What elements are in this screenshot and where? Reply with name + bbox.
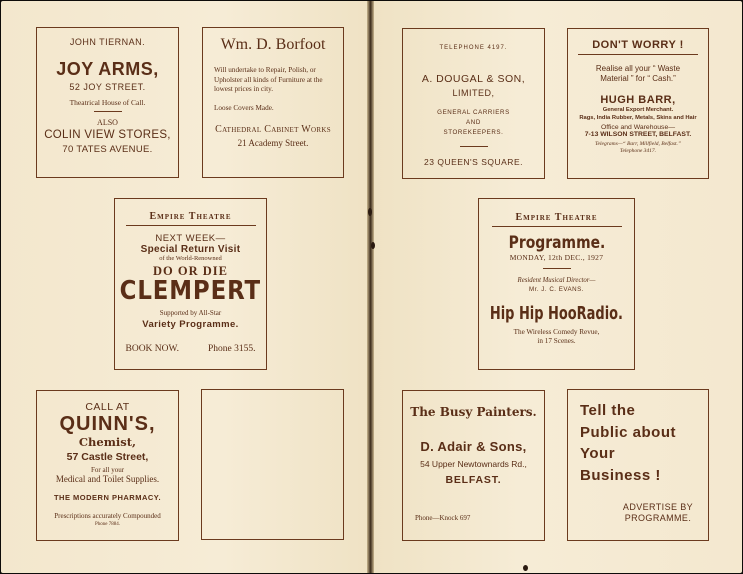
call-at: CALL AT <box>85 401 130 413</box>
performer-name: CLEMPERT <box>119 276 262 306</box>
description-line: The Wireless Comedy Revue, <box>513 328 600 336</box>
date: MONDAY, 12th DEC., 1927 <box>509 253 604 262</box>
renowned: of the World-Renowned <box>159 255 222 262</box>
proprietor-name: JOHN TIERNAN. <box>69 37 146 47</box>
phone: Phone 3155. <box>208 344 256 354</box>
ad-quinns-chemist <box>36 390 179 541</box>
ad-hugh-barr <box>567 28 709 179</box>
for-all: For all your <box>90 466 125 474</box>
ad-advertise-by-programme <box>567 389 709 541</box>
variety-programme: Variety Programme. <box>142 319 239 330</box>
trade-line: Rags, India Rubber, Metals, Skins and Hair <box>579 115 697 121</box>
theatre-name: Empire Theatre <box>515 212 598 223</box>
show-description <box>514 328 600 346</box>
second-address: 70 TATES AVENUE. <box>62 144 153 155</box>
next-week: NEXT WEEK— <box>155 233 226 244</box>
divider <box>460 146 488 147</box>
book-now: BOOK NOW. <box>125 344 179 354</box>
programme-title: Programme. <box>508 233 605 253</box>
ad-joy-arms <box>36 27 179 178</box>
do-or-die: DO OR DIE <box>153 264 228 278</box>
supplies: Medical and Toilet Supplies. <box>55 474 160 484</box>
address: 23 QUEEN'S SQUARE. <box>424 157 523 167</box>
office-label: Office and Warehouse— <box>600 124 676 131</box>
telephone: TELEPHONE 4197. <box>439 45 508 51</box>
divider <box>492 226 622 227</box>
show-title: Hip Hip HooRadio. <box>489 303 624 324</box>
slogan <box>596 64 680 84</box>
ad-empire-programme <box>478 198 635 370</box>
phone: Phone 7884. <box>95 522 120 527</box>
prescriptions: Prescriptions accurately Compounded <box>54 512 161 520</box>
divider <box>126 225 256 226</box>
telegrams: Telegrams—“ Barr, Millfield, Belfast.” <box>595 141 681 147</box>
heading: The Busy Painters. <box>410 405 537 419</box>
description: Will undertake to Repair, Polish, or Upholster all kinds of Furniture at the lowest prices in city. <box>214 66 323 93</box>
works-name: Cathedral Cabinet Works <box>215 123 331 135</box>
business-name: A. DOUGAL & SON, <box>421 73 526 85</box>
business-name: QUINN'S, <box>59 413 156 435</box>
headline <box>580 400 676 486</box>
address: 7-13 WILSON STREET, BELFAST. <box>584 131 692 138</box>
headline-line: Tell the <box>580 402 636 419</box>
limited: LIMITED, <box>452 88 495 98</box>
ink-speck <box>523 565 528 571</box>
ad-adair-painters <box>402 390 545 541</box>
slogan-line: Material ” for “ Cash.” <box>600 74 676 83</box>
description-line: in 17 Scenes. <box>537 337 576 345</box>
advertise-line: PROGRAMME. <box>624 513 692 523</box>
director-name: Mr. J. C. EVANS. <box>529 286 584 293</box>
business-name: Wm. D. Borfoot <box>220 36 326 53</box>
blank-ad-space <box>201 389 344 540</box>
advertise-text <box>621 502 695 524</box>
address: 21 Academy Street. <box>237 137 309 148</box>
address: 54 Upper Newtownards Rd., <box>420 459 527 469</box>
ad-borfoot <box>202 27 344 178</box>
business-name: HUGH BARR, <box>600 94 676 106</box>
tagline: Theatrical House of Call. <box>69 98 146 107</box>
trade-line: STOREKEEPERS. <box>443 129 504 136</box>
advertise-line: ADVERTISE BY <box>622 502 694 512</box>
divider <box>94 111 122 112</box>
divider <box>578 54 698 55</box>
loose-covers: Loose Covers Made. <box>214 103 274 112</box>
headline-line: Business ! <box>580 466 661 484</box>
headline-line: Your <box>580 445 616 462</box>
business-name: JOY ARMS, <box>56 59 159 79</box>
ad-empire-next-week <box>114 198 267 370</box>
center-fold <box>367 1 374 573</box>
trade <box>437 108 510 138</box>
also-label: ALSO <box>97 118 118 127</box>
heading: DON'T WORRY ! <box>592 39 684 51</box>
ink-speck <box>368 208 372 216</box>
address: 52 JOY STREET. <box>69 82 146 92</box>
director-label: Resident Musical Director— <box>517 277 596 284</box>
ad-dougal <box>402 28 545 179</box>
city: BELFAST. <box>445 474 502 486</box>
trade: Chemist, <box>78 435 137 449</box>
theatre-name: Empire Theatre <box>149 211 232 222</box>
divider <box>543 268 571 269</box>
pharmacy-name: THE MODERN PHARMACY. <box>53 493 162 502</box>
business-name: D. Adair & Sons, <box>420 439 527 454</box>
ink-speck <box>371 242 375 249</box>
address: 57 Castle Street, <box>66 451 149 463</box>
second-business: COLIN VIEW STORES, <box>44 129 171 141</box>
trade-line: General Export Merchant. <box>602 107 674 113</box>
supported-by: Supported by All-Star <box>159 309 222 317</box>
contact <box>595 141 681 155</box>
trade <box>579 106 696 122</box>
telephone: Telephone 3417. <box>619 148 657 154</box>
trade-line: AND <box>466 119 481 126</box>
trade-line: GENERAL CARRIERS <box>437 109 510 116</box>
slogan-line: Realise all your “ Waste <box>595 64 681 73</box>
special-visit: Special Return Visit <box>140 244 241 255</box>
phone: Phone—Knock 697 <box>415 514 471 522</box>
booking-line <box>126 344 256 354</box>
headline-line: Public about <box>580 423 676 441</box>
